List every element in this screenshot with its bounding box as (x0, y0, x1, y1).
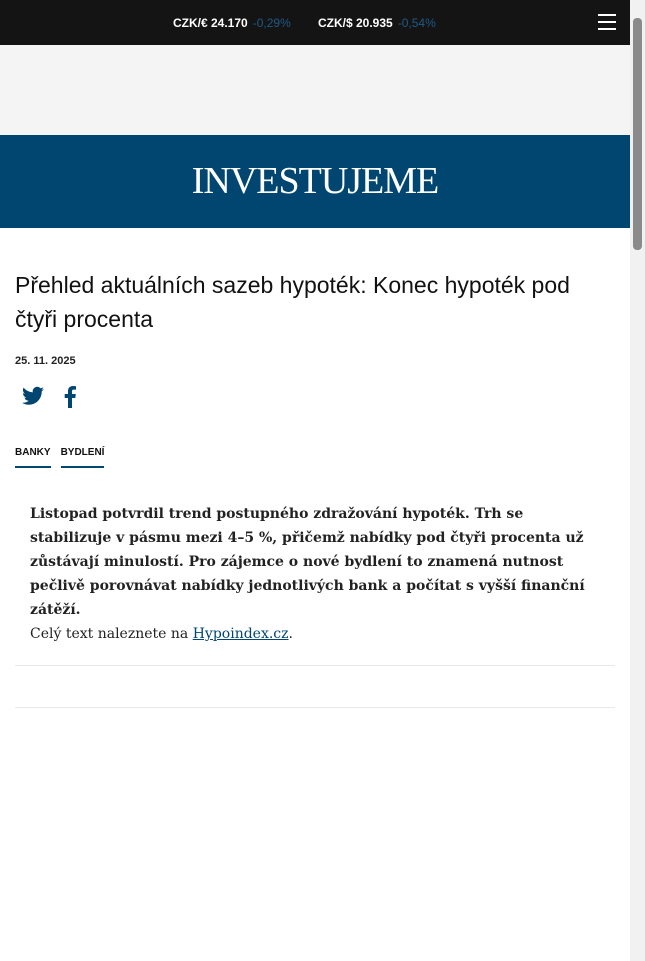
article-title: Přehled aktuálních sazeb hypoték: Konec hypoték pod čtyři procenta (15, 272, 570, 332)
article-date: 25. 11. 2025 (15, 355, 76, 367)
ad-space (0, 45, 630, 135)
article-lead: Listopad potvrdil trend postupného zdražování hypoték. Trh se stabilizuje v pásmu mezi 4–5 %, přičemž nabídky pod čtyři procenta už zůstávají minulostí. Pro zájemce o nové bydlení to znamená nutnost pečlivě porovnávat nabídky jednotlivých bank a počítat s vyšší finanční zátěží. Celý text naleznete na Hypoindex.cz. (30, 506, 585, 642)
brand-logo[interactable]: INVESTUJEME (0, 135, 630, 228)
divider (15, 665, 615, 666)
tag-bydleni[interactable]: BYDLENÍ (61, 447, 105, 468)
tag-list (15, 447, 104, 468)
rate-eur: CZK/€ 24.170 -0,29% (173, 16, 291, 30)
currency-bar (0, 0, 630, 45)
rate-usd: CZK/$ 20.935 -0,54% (318, 16, 436, 30)
facebook-icon[interactable] (64, 386, 76, 408)
tag-banky[interactable]: BANKY (15, 447, 51, 468)
hamburger-menu-icon[interactable] (598, 14, 616, 35)
twitter-icon[interactable] (22, 386, 44, 406)
source-link[interactable]: Hypoindex.cz (192, 626, 289, 642)
scrollbar-thumb[interactable] (633, 18, 642, 250)
divider (15, 707, 615, 708)
